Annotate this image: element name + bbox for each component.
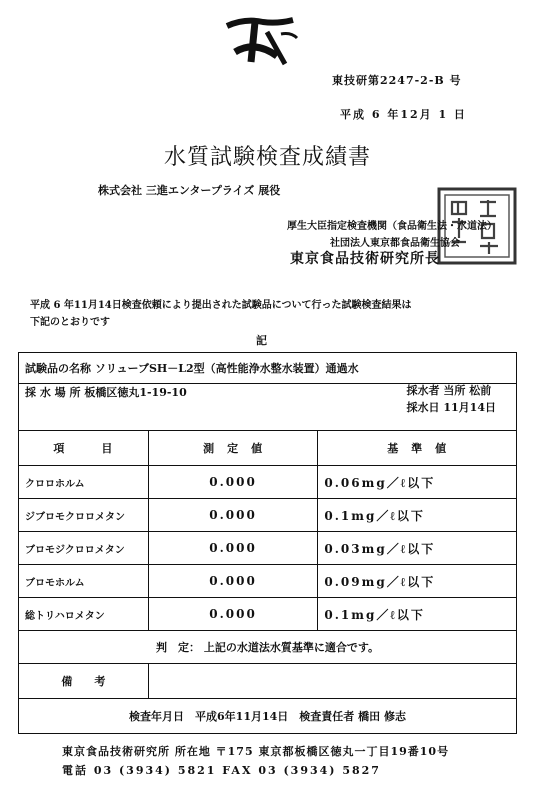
remarks-label: 備 考 <box>19 664 149 699</box>
page-title: 水質試験検査成績書 <box>163 145 371 170</box>
table-row <box>19 532 517 565</box>
inspection-line: 検査年月日 平成6年11月14日 検査責任者 橋田 修志 <box>19 699 517 734</box>
remarks-content <box>148 664 516 699</box>
document-number: 東技研第2247-2-B 号 <box>332 74 462 87</box>
sampler: 採水者 当所 松前 <box>406 384 492 397</box>
standard-value: 0.1mg／ℓ以下 <box>318 598 517 631</box>
table-row <box>19 499 517 532</box>
header-standard: 基 準 値 <box>318 431 517 466</box>
item-name: ブロモホルム <box>19 565 149 598</box>
table-row <box>19 565 517 598</box>
results-table <box>18 352 517 734</box>
measured-value: 0.000 <box>148 565 318 598</box>
judgement-cell <box>19 631 517 664</box>
standard-value: 0.06mg／ℓ以下 <box>318 466 517 499</box>
sample-location: 採 水 場 所 板橋区徳丸1-19-10 <box>25 386 187 399</box>
institute-logo <box>215 12 310 70</box>
issuer-line-2: 社団法人東京都食品衛生協会 <box>330 238 460 249</box>
body-text-line-1: 平成 6 年11月14日検査依頼により提出された試験品について行った試験検査結果は <box>30 300 412 311</box>
header-value: 測 定 値 <box>148 431 318 466</box>
official-seal <box>436 186 518 266</box>
item-name: 総トリハロメタン <box>19 598 149 631</box>
footer-contact: 電話 03 (3934) 5821 FAX 03 (3934) 5827 <box>62 764 381 777</box>
measured-value: 0.000 <box>148 598 318 631</box>
sampler-info <box>407 382 496 416</box>
recipient: 株式会社 三進エンタープライズ 展役 <box>98 184 281 197</box>
issuer-line-3: 東京食品技術研究所長 <box>290 251 440 267</box>
judgement-label: 判 定： <box>156 641 201 654</box>
standard-value: 0.09mg／ℓ以下 <box>318 565 517 598</box>
body-text-line-2: 下記のとおりです <box>30 317 110 328</box>
standard-value: 0.1mg／ℓ以下 <box>318 499 517 532</box>
table-row <box>19 466 517 499</box>
sampling-date: 採水日 11月14日 <box>406 401 496 414</box>
measured-value: 0.000 <box>148 499 318 532</box>
header-item: 項 目 <box>19 431 149 466</box>
measured-value: 0.000 <box>148 532 318 565</box>
ki-marker: 記 <box>256 334 267 347</box>
judgement-text: 上記の水道法水質基準に適合です。 <box>203 641 379 654</box>
item-name: ブロモジクロロメタン <box>19 532 149 565</box>
item-name: クロロホルム <box>19 466 149 499</box>
sample-location-cell <box>19 384 517 431</box>
footer-address: 東京食品技術研究所 所在地 〒175 東京都板橋区徳丸一丁目19番10号 <box>62 745 450 758</box>
measured-value: 0.000 <box>148 466 318 499</box>
sample-name: 試験品の名称 ソリューブSH－L2型（高性能浄水整水装置）通過水 <box>19 353 517 384</box>
item-name: ジブロモクロロメタン <box>19 499 149 532</box>
issue-date: 平成 6 年12月 1 日 <box>340 108 467 121</box>
standard-value: 0.03mg／ℓ以下 <box>318 532 517 565</box>
issuer-line-1: 厚生大臣指定検査機関（食品衛生法・水道法） <box>287 221 497 232</box>
table-row <box>19 598 517 631</box>
